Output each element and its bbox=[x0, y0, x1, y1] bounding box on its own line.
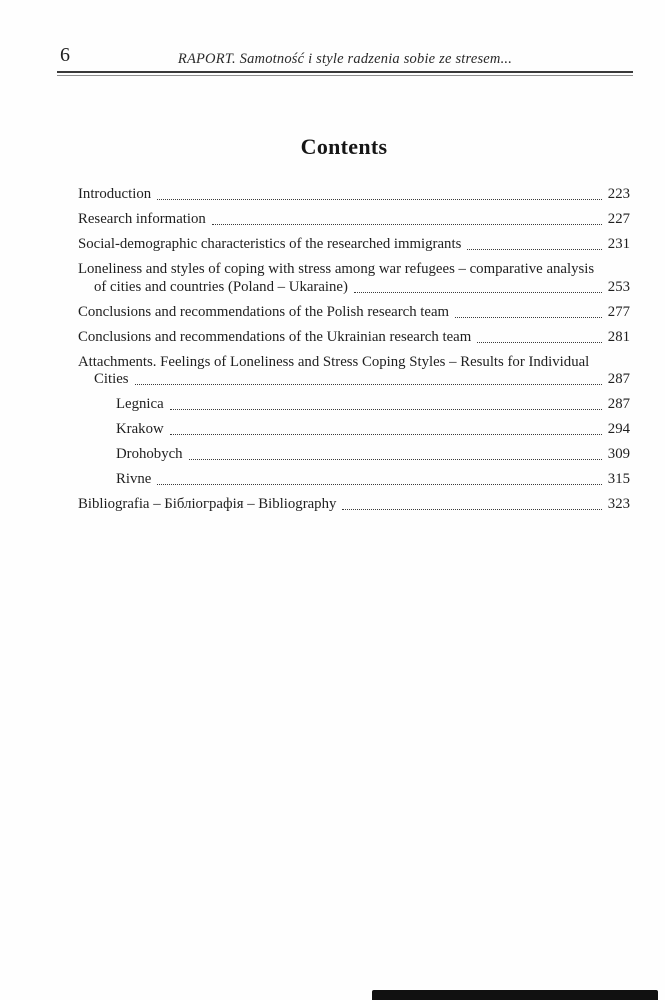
toc-entry bbox=[78, 329, 630, 347]
toc-entry bbox=[78, 396, 630, 414]
toc-entry-text: Legnica bbox=[116, 396, 164, 412]
toc-entry bbox=[78, 471, 630, 489]
header-rule bbox=[57, 71, 633, 76]
toc-page-number: 323 bbox=[607, 496, 630, 512]
toc-entry bbox=[78, 261, 630, 296]
toc-entry bbox=[78, 186, 630, 204]
toc-entry bbox=[78, 211, 630, 229]
toc-page-number: 287 bbox=[607, 396, 630, 412]
toc-page-number: 287 bbox=[607, 371, 630, 387]
toc-entry-row bbox=[78, 186, 630, 204]
toc-entry-text: Attachments. Feelings of Loneliness and Stress Coping Styles – Results for Individual bbox=[78, 353, 590, 370]
header-page-number: 6 bbox=[60, 44, 70, 66]
toc-entry-row bbox=[78, 329, 630, 347]
page-content bbox=[58, 135, 630, 521]
toc-page-number: 294 bbox=[607, 421, 630, 437]
toc-entry-row bbox=[116, 471, 630, 489]
toc-entry-text: Research information bbox=[78, 211, 206, 227]
toc-entry-text: Rivne bbox=[116, 471, 152, 487]
running-title: RAPORT. Samotność i style radzenia sobie ze stresem... bbox=[177, 51, 513, 67]
toc-entry-text: Conclusions and recommendations of the Polish research team bbox=[78, 303, 450, 320]
toc-entry-text: Drohobych bbox=[116, 446, 183, 462]
toc-entry bbox=[78, 421, 630, 439]
table-of-contents bbox=[58, 186, 630, 514]
toc-entry-row bbox=[78, 279, 630, 297]
dot-leader bbox=[455, 317, 602, 318]
toc-entry-text: Cities bbox=[94, 371, 129, 387]
toc-entry-row bbox=[78, 236, 630, 254]
toc-entry-text: Introduction bbox=[78, 186, 152, 202]
toc-page-number: 309 bbox=[607, 446, 630, 462]
dot-leader bbox=[189, 459, 602, 460]
toc-entry-text: Krakow bbox=[116, 421, 164, 437]
toc-entry bbox=[78, 446, 630, 464]
dot-leader bbox=[170, 434, 602, 435]
toc-page-number: 253 bbox=[607, 278, 630, 295]
toc-entry-row bbox=[78, 211, 630, 229]
toc-page-number: 315 bbox=[607, 471, 630, 487]
toc-entry-row bbox=[78, 496, 630, 514]
dot-leader bbox=[135, 384, 602, 385]
dot-leader bbox=[467, 249, 601, 250]
toc-entry-row bbox=[78, 304, 630, 322]
toc-entry-text: Loneliness and styles of coping with stress among war refugees – comparative analysis bbox=[78, 261, 595, 277]
dot-leader bbox=[170, 409, 602, 410]
dot-leader bbox=[157, 484, 601, 485]
toc-page-number: 227 bbox=[607, 211, 630, 227]
toc-entry-row bbox=[116, 421, 630, 439]
toc-page-number: 231 bbox=[607, 236, 630, 252]
toc-entry-text: of cities and countries (Poland – Ukaraine) bbox=[94, 278, 348, 295]
toc-entry-row bbox=[116, 396, 630, 414]
toc-entry-text: Bibliografia – Бібліографія – Bibliography bbox=[78, 496, 337, 512]
dot-leader bbox=[354, 292, 602, 293]
toc-entry-row bbox=[116, 446, 630, 464]
dot-leader bbox=[212, 224, 602, 225]
dot-leader bbox=[157, 199, 602, 200]
toc-page-number: 223 bbox=[607, 186, 630, 202]
toc-entry bbox=[78, 236, 630, 254]
toc-entry-text: Social-demographic characteristics of the researched immigrants bbox=[78, 236, 462, 252]
toc-entry-row bbox=[78, 371, 630, 389]
dot-leader bbox=[477, 342, 602, 343]
contents-title: Contents bbox=[300, 134, 388, 159]
toc-page-number: 277 bbox=[607, 303, 630, 320]
toc-entry bbox=[78, 354, 630, 389]
toc-page-number: 281 bbox=[607, 328, 630, 345]
toc-entry bbox=[78, 496, 630, 514]
toc-entry-text: Conclusions and recommendations of the Ukrainian research team bbox=[78, 328, 472, 345]
dot-leader bbox=[342, 509, 601, 510]
scan-edge-artifact bbox=[372, 990, 658, 1000]
toc-entry bbox=[78, 304, 630, 322]
